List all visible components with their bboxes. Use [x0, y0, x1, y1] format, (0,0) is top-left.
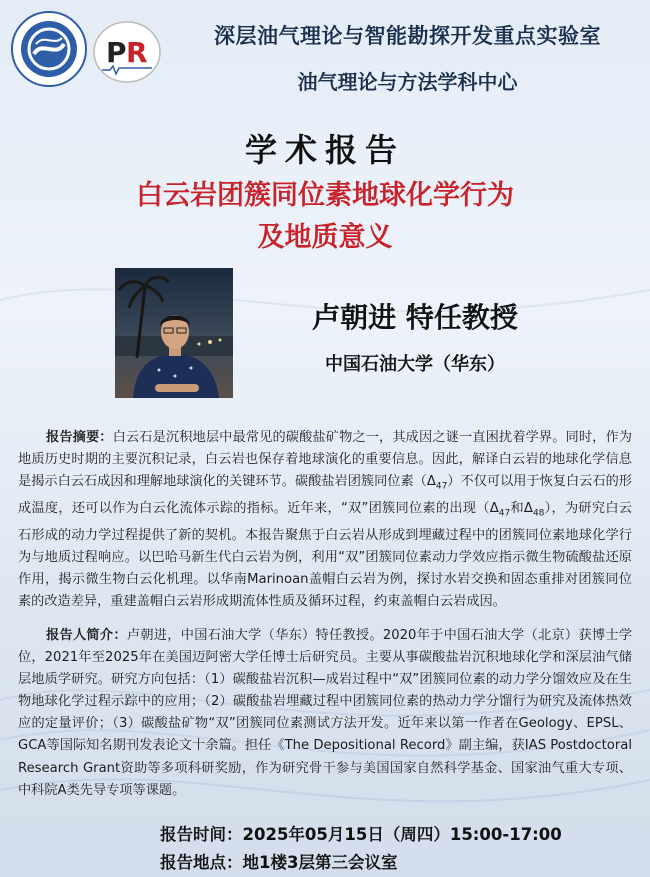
- place-label: 报告地点：: [160, 853, 243, 872]
- institute-logo-icon: [10, 10, 88, 88]
- bio-label: 报告人简介：: [46, 628, 127, 643]
- abstract-sub-3: 48: [532, 508, 545, 519]
- abstract-paragraph: [18, 427, 632, 613]
- speaker-name: 卢朝进 特任教授: [312, 301, 518, 334]
- lab-name: 深层油气理论与智能勘探开发重点实验室: [214, 24, 601, 48]
- center-name: 油气理论与方法学科中心: [297, 70, 518, 94]
- bio-paragraph: [18, 625, 632, 802]
- abstract-text-4: ），为研究白云石形成的动力学过程提供了新的契机。本报告聚焦于白云岩从形成到埋藏过程中的团簇同位素地球化学行为与地质过程响应。以巴哈马新生代白云岩为例，利用“双”团簇同位素动力学效应指示微生物硫酸盐还原作用，揭示微生物白云化机理。以华南Marinoan盖帽白云岩为例，探讨水岩交换和固态重排对团簇同位素的改造差异，重建盖帽白云岩形成期流体性质及循环过程，约束盖帽白云岩成因。: [18, 500, 632, 609]
- abstract-sub-2: 47: [498, 508, 511, 519]
- place-value: 地1楼3层第三会议室: [242, 853, 398, 872]
- abstract-text-2: ）不仅可以用于恢复白云石的形成温度，还可以作为白云化流体示踪的指标。近年来，“双”团簇同位素的出现（Δ: [18, 474, 632, 516]
- report-place: [160, 849, 397, 873]
- abstract-text-1: 白云石是沉积地层中最常见的碳酸盐矿物之一，其成因之谜一直困扰着学界。同时，作为地质历史时期的主要沉积记录，白云岩也保存着地球演化的重要信息。因此，解译白云岩的地球化学信息是揭示白云石成因和理解地球演化的关键环节。碳酸盐岩团簇同位素（Δ: [18, 430, 632, 490]
- report-title: [0, 175, 650, 259]
- speaker-affiliation: 中国石油大学（华东）: [325, 354, 505, 375]
- report-time: [160, 821, 562, 845]
- time-label: 报告时间：: [160, 825, 243, 844]
- speaker-photo: [115, 268, 233, 398]
- title-line-2: 及地质意义: [257, 222, 393, 253]
- abstract-text-3: 和Δ: [510, 500, 533, 516]
- svg-text:P: P: [106, 36, 127, 69]
- abstract-sub-1: 47: [435, 481, 448, 492]
- pr-logo-icon: [92, 20, 162, 84]
- title-line-1: 白云岩团簇同位素地球化学行为: [136, 180, 514, 211]
- report-heading: 学术报告: [244, 131, 405, 169]
- svg-text:R: R: [126, 36, 148, 69]
- time-value: 2025年05月15日（周四）15:00-17:00: [242, 825, 562, 844]
- bio-text: 卢朝进，中国石油大学（华东）特任教授。2020年于中国石油大学（北京）获博士学位，2021年至2025年在美国迈阿密大学任博士后研究员。主要从事碳酸盐岩沉积地球化学和深层油气储层地质学研究。研究方向包括：（1）碳酸盐岩沉积—成岩过程中“双”团簇同位素的动力学分馏效应及在生物地球化学过程示踪中的应用；（2）碳酸盐岩埋藏过程中团簇同位素的热动力学分馏行为研究及流体热效应的定量评价；（3）碳酸盐矿物“双”团簇同位素测试方法开发。近年来以第一作者在Geology、EPSL、GCA等国际知名期刊发表论文十余篇。担任《The Depositional Record》副主编，获IAS Postdoctoral Research Grant资助等多项科研奖励，作为研究骨干参与美国国家自然科学基金、国家油气重大专项、中科院A类先导专项等课题。: [18, 628, 633, 798]
- abstract-label: 报告摘要：: [46, 430, 113, 445]
